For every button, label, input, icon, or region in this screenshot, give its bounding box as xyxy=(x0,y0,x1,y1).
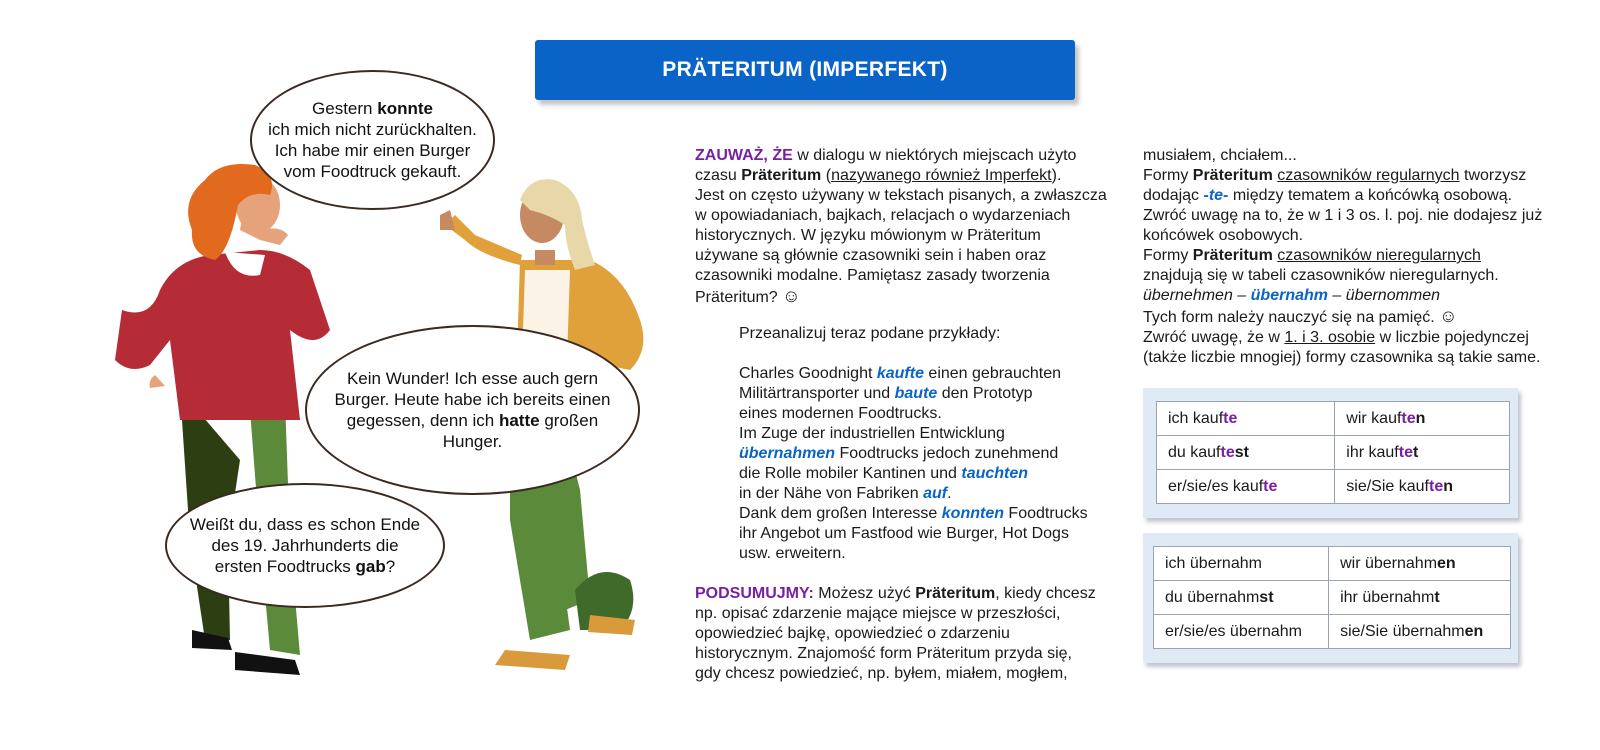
table-cell: wir übernahmen xyxy=(1329,547,1511,581)
page-title: PRÄTERITUM (IMPERFEKT) xyxy=(662,58,948,81)
conjugation-table-ubernehmen xyxy=(1153,546,1511,649)
table-cell: er/sie/es übernahm xyxy=(1154,615,1329,649)
speech-bubble-2 xyxy=(305,325,640,495)
speech-bubble-3 xyxy=(165,483,445,608)
speech-bubble-1-text: Gestern konnte ich mich nicht zurückhalten. Ich habe mir einen Burger vom Foodtruck gekauft. xyxy=(268,99,477,181)
explanation-column-left: ZAUWAŻ, ŻE w dialogu w niektórych miejscach użyto czasu Präteritum (nazywanego również Imperfekt). Jest on często używany w tekstach pisanych, a zwłaszcza w opowiadaniach, bajkach, relacjach o wydarzeniach historycznych. W języku mówionym w Präteritum używane są głównie czasowniki sein i haben oraz czasowniki modalne. Pamiętasz zasady tworzenia Präteritum? ☺ Przeanalizuj teraz podane przykłady: Charles Goodnight kaufte einen gebrauchten Militärtransporter und baute den Prototyp eines modernen Foodtrucks. Im Zuge der industriellen Entwicklung übernahmen Foodtrucks jedoch zunehmend die Rolle mobiler Kantinen und tauchten in der Nähe von Fabriken auf. Dank dem großen Interesse konnten Foodtrucks ihr Angebot um Fastfood wie Burger, Hot Dogs usw. erweitern. PODSUMUJMY: Możesz użyć Präteritum, kiedy chcesz np. opisać zdarzenie mające miejsce w przeszłości, opowiedzieć bajkę, opowiedzieć o zdarzeniu historycznym. Znajomość form Präteritum przyda się, gdy chcesz powiedzieć, np. byłem, miałem, mogłem, xyxy=(695,146,1115,684)
examples-block: Przeanalizuj teraz podane przykłady: Charles Goodnight kaufte einen gebrauchten Militärtransporter und baute den Prototyp eines modernen Foodtrucks. Im Zuge der industriellen Entwicklung übernahmen Foodtrucks jedoch zunehmend die Rolle mobiler Kantinen und tauchten in der Nähe von Fabriken auf. Dank dem großen Interesse konnten Foodtrucks ihr Angebot um Fastfood wie Burger, Hot Dogs usw. erweitern. xyxy=(739,325,1088,562)
zauwaz-label: ZAUWAŻ, ŻE xyxy=(695,147,793,164)
table-row xyxy=(1157,402,1510,436)
podsumujmy-label: PODSUMUJMY: xyxy=(695,585,814,602)
title-banner xyxy=(535,40,1075,100)
summary-block: PODSUMUJMY: Możesz użyć Präteritum, kiedy chcesz np. opisać zdarzenie mające miejsce w przeszłości, opowiedzieć bajkę, opowiedzieć o zdarzeniu historycznym. Znajomość form Präteritum przyda się, gdy chcesz powiedzieć, np. byłem, miałem, mogłem, xyxy=(695,585,1096,682)
conjugation-table-kaufen xyxy=(1156,401,1510,504)
table-cell: sie/Sie kauften xyxy=(1335,470,1510,504)
table-cell: ihr kauftet xyxy=(1335,436,1510,470)
table-row xyxy=(1157,470,1510,504)
smiley-icon: ☺ xyxy=(782,286,801,306)
table-cell: wir kauften xyxy=(1335,402,1510,436)
explanation-column-right: musiałem, chciałem... Formy Präteritum czasowników regularnych tworzysz dodając -te- między tematem a końcówką osobową. Zwróć uwagę na to, że w 1 i 3 os. l. poj. nie dodajesz już końcówek osobowych. Formy Präteritum czasowników nieregularnych znajdują się w tabeli czasowników nieregularnych. übernehmen – übernahm – übernommen Tych form należy nauczyć się na pamięć. ☺ Zwróć uwagę, że w 1. i 3. osobie w liczbie pojedynczej (także liczbie mnogiej) formy czasownika są takie same. xyxy=(1143,147,1543,366)
table-cell: sie/Sie übernahmen xyxy=(1329,615,1511,649)
table-row xyxy=(1154,581,1511,615)
table-cell: ich kaufte xyxy=(1157,402,1335,436)
table-row xyxy=(1154,615,1511,649)
table-cell: ich übernahm xyxy=(1154,547,1329,581)
table-cell: er/sie/es kaufte xyxy=(1157,470,1335,504)
table-cell: du kauftest xyxy=(1157,436,1335,470)
conjugation-box-ubernehmen xyxy=(1143,533,1518,663)
table-cell: du übernahmst xyxy=(1154,581,1329,615)
smiley-icon: ☺ xyxy=(1439,306,1458,326)
speech-bubble-1 xyxy=(250,70,495,210)
speech-bubble-3-text: Weißt du, dass es schon Ende des 19. Jahrhunderts die ersten Foodtrucks gab? xyxy=(189,515,421,576)
table-cell: ihr übernahmt xyxy=(1329,581,1511,615)
conjugation-box-kaufen xyxy=(1143,388,1518,518)
table-row xyxy=(1157,436,1510,470)
speech-bubble-2-text: Kein Wunder! Ich esse auch gern Burger. Heute habe ich bereits einen gegessen, denn ich hatte großen Hunger. xyxy=(334,369,611,451)
table-row xyxy=(1154,547,1511,581)
